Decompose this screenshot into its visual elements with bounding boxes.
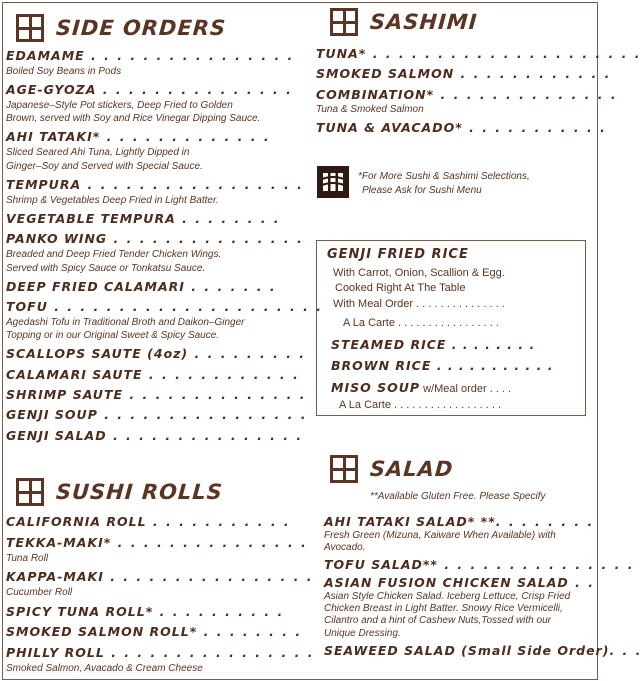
menu-item-leader-dots: . . . . . . . . . . . . . . . bbox=[106, 427, 304, 443]
menu-item-name bbox=[6, 387, 306, 402]
sushi-menu-icon bbox=[317, 166, 349, 198]
miso-soup-name: MISO SOUP bbox=[331, 380, 421, 395]
menu-item-name bbox=[6, 346, 306, 361]
menu-item-leader-dots: . . . . . . . . . . . . . . . . . . . . . bbox=[366, 46, 642, 61]
menu-item-title: AHI TATAKI SALAD* ** bbox=[324, 514, 496, 529]
genji-logo-icon bbox=[330, 8, 358, 36]
menu-item-title: COMBINATION* bbox=[316, 86, 435, 102]
sashimi-header bbox=[330, 8, 478, 36]
menu-item-name bbox=[6, 279, 277, 294]
menu-item-title: GENJI SALAD bbox=[6, 427, 107, 443]
menu-item-leader-dots: . . . . . . . . . bbox=[188, 346, 307, 362]
menu-item-title: SCALLOPS SAUTE (4oz) bbox=[6, 346, 189, 362]
menu-item-leader-dots: . . . . . . . . . . . . . . . . bbox=[97, 407, 308, 423]
menu-item-name bbox=[316, 120, 607, 135]
miso-soup-a-la-carte: A La Carte . . . . . . . . . . . . . . . . . . bbox=[339, 399, 501, 411]
menu-item-leader-dots: . . . . . . . . . . bbox=[153, 603, 285, 619]
menu-item-name bbox=[6, 299, 323, 314]
menu-item-name bbox=[316, 87, 618, 102]
menu-item-title: SHRIMP SAUTE bbox=[6, 387, 124, 402]
genji-logo-icon bbox=[16, 478, 44, 506]
menu-item-title: SPICY TUNA ROLL* bbox=[6, 603, 154, 619]
salad-title: SALAD bbox=[369, 457, 455, 481]
menu-item-leader-dots: . . . . . . . . . . . . bbox=[142, 366, 300, 382]
menu-item-name bbox=[6, 231, 304, 246]
menu-item-title: TOFU bbox=[6, 298, 48, 314]
menu-item-description: Unique Dressing. bbox=[324, 627, 401, 639]
genji-fried-rice-desc-2: Cooked Right At The Table bbox=[335, 282, 466, 294]
salad-gluten-note: **Available Gluten Free. Please Specify bbox=[370, 491, 546, 502]
genji-fried-rice-with-meal: With Meal Order . . . . . . . . . . . . . . . bbox=[333, 298, 505, 310]
menu-item-leader-dots: . . . . . . . . . . . . . . . bbox=[437, 556, 635, 572]
menu-item-leader-dots: . . . . . . . . . . . . . . bbox=[123, 387, 307, 402]
menu-item-description: Japanese–Style Pot stickers, Deep Fried to Golden bbox=[6, 99, 233, 111]
menu-item-leader-dots: . . . . . . . . . . . . . . . bbox=[107, 231, 304, 247]
menu-item-title: GENJI SOUP bbox=[6, 407, 98, 423]
salad-header bbox=[330, 455, 453, 483]
menu-item-name bbox=[324, 557, 634, 572]
menu-item-title: SEAWEED SALAD (Small Side Order) bbox=[324, 642, 610, 658]
menu-item-name bbox=[6, 569, 313, 584]
menu-item-name bbox=[6, 211, 281, 226]
menu-item-leader-dots: . . bbox=[568, 575, 595, 591]
menu-item-title: CALAMARI SAUTE bbox=[6, 366, 143, 382]
menu-item-title: VEGETABLE TEMPURA bbox=[6, 210, 176, 226]
menu-item-description: Topping or in our Original Sweet & Spicy Sauce. bbox=[6, 330, 220, 342]
menu-item-description: Cucumber Roll bbox=[6, 587, 73, 598]
menu-item-name bbox=[316, 66, 611, 81]
brown-rice-name: BROWN RICE . . . . . . . . . . . bbox=[331, 358, 554, 373]
genji-logo-icon bbox=[16, 14, 44, 42]
menu-item-name bbox=[6, 367, 300, 382]
sushi-rolls-title: SUSHI ROLLS bbox=[55, 480, 224, 504]
sushi-note-line-1: *For More Sushi & Sashimi Selections, bbox=[358, 171, 530, 182]
menu-item-name bbox=[316, 46, 641, 61]
menu-item-title: KAPPA-MAKI bbox=[6, 569, 104, 585]
menu-item-name bbox=[6, 645, 314, 660]
menu-item-name bbox=[324, 643, 642, 658]
menu-item-leader-dots: . . . . . . . . . . . . . . . . bbox=[84, 48, 295, 63]
menu-item-description: Fresh Green (Mizuna, Kaiware When Available) with bbox=[324, 529, 556, 541]
menu-item-description: Served with Spicy Sauce or Tonkatsu Sauce. bbox=[6, 262, 206, 274]
menu-item-title: TEMPURA bbox=[6, 176, 82, 192]
menu-item-title: TUNA & AVACADO* bbox=[316, 120, 463, 136]
menu-item-leader-dots: . . . . . . . . . . . . . . . bbox=[111, 534, 308, 550]
menu-item-leader-dots: . . . . . . . . . . . . . . . bbox=[96, 81, 293, 97]
menu-item-leader-dots: . . . . . . . . bbox=[197, 624, 303, 640]
menu-item-title: TOFU SALAD** bbox=[324, 556, 438, 572]
menu-item-name bbox=[324, 575, 595, 590]
menu-item-description: Tuna & Smoked Salmon bbox=[316, 104, 424, 116]
menu-item-leader-dots: . . . . . . . . . . . bbox=[146, 514, 291, 529]
menu-item-title: PANKO WING bbox=[6, 231, 108, 247]
menu-item-name bbox=[6, 514, 291, 529]
rice-and-soup-box bbox=[316, 240, 586, 416]
menu-item-leader-dots: . . . . . . . . bbox=[495, 514, 595, 529]
menu-item-title: TEKKA-MAKI* bbox=[6, 534, 112, 550]
menu-item-description: Chicken Breast in Light Batter. Snowy Rice Vermicelli, bbox=[324, 603, 563, 615]
menu-item-title: PHILLY ROLL bbox=[6, 645, 105, 661]
menu-item-leader-dots: . . . . . . . . . . . . . . . . . bbox=[81, 176, 304, 192]
genji-fried-rice-desc-1: With Carrot, Onion, Scallion & Egg. bbox=[333, 267, 505, 279]
menu-item-name bbox=[6, 129, 271, 144]
miso-soup-line bbox=[331, 379, 511, 397]
menu-item-description: Boiled Soy Beans in Pods bbox=[6, 65, 122, 77]
menu-item-description: Sliced Seared Ahi Tuna, Lightly Dipped in bbox=[6, 147, 190, 159]
menu-item-name bbox=[6, 624, 302, 639]
menu-item-name bbox=[6, 177, 304, 192]
sushi-note-line-2: Please Ask for Sushi Menu bbox=[362, 185, 482, 196]
menu-item-leader-dots: . . . . . . . . . . . . bbox=[454, 66, 612, 82]
menu-item-title: ASIAN FUSION CHICKEN SALAD bbox=[324, 575, 569, 591]
menu-item-title: EDAMAME bbox=[6, 48, 85, 63]
menu-item-name bbox=[6, 535, 308, 550]
menu-item-leader-dots: . . . . . . . . . . . . . . bbox=[434, 86, 618, 102]
menu-item-title: CALIFORNIA ROLL bbox=[6, 514, 147, 529]
menu-item-title: TUNA* bbox=[316, 46, 367, 61]
menu-item-description: Shrimp & Vegetables Deep Fried in Light Batter. bbox=[6, 194, 219, 206]
genji-fried-rice-a-la-carte: A La Carte . . . . . . . . . . . . . . . . . bbox=[343, 317, 499, 329]
genji-logo-icon bbox=[330, 455, 358, 483]
menu-item-name bbox=[6, 428, 303, 443]
menu-item-description: Cilantro and a hint of Cashew Nuts,Tossed with our bbox=[324, 615, 551, 627]
sashimi-title: SASHIMI bbox=[369, 10, 479, 34]
menu-item-title: AHI TATAKI* bbox=[6, 129, 101, 145]
menu-item-description: Avocado. bbox=[324, 541, 366, 553]
menu-item-leader-dots: . . . . . . . . . . . . . . . . bbox=[104, 645, 315, 661]
steamed-rice-name: STEAMED RICE . . . . . . . . bbox=[331, 337, 536, 352]
miso-soup-meal-order: w/Meal order . . . . bbox=[420, 383, 512, 395]
sushi-rolls-header bbox=[16, 478, 223, 506]
menu-item-description: Ginger–Soy and Served with Special Sauce. bbox=[6, 160, 203, 172]
menu-item-name bbox=[6, 407, 307, 422]
menu-item-leader-dots: . . . . . . . . . . . bbox=[462, 120, 607, 136]
menu-item-description: Smoked Salmon, Avacado & Cream Cheese bbox=[6, 663, 203, 674]
side-orders-header bbox=[16, 14, 226, 42]
menu-item-description: Asian Style Chicken Salad. Iceberg Lettuce, Crisp Fried bbox=[324, 590, 571, 602]
menu-item-name bbox=[6, 48, 294, 63]
menu-item-leader-dots: . . . bbox=[609, 642, 642, 658]
menu-item-leader-dots: . . . . . . . . . . . . . . . . . . . . . bbox=[47, 298, 323, 314]
menu-item-description: Tuna Roll bbox=[6, 552, 49, 564]
menu-item-name bbox=[324, 514, 594, 529]
menu-item-leader-dots: . . . . . . . . bbox=[175, 210, 281, 226]
menu-item-title: AGE-GYOZA bbox=[6, 81, 97, 97]
menu-item-title: SMOKED SALMON ROLL* bbox=[6, 624, 198, 640]
menu-item-description: Brown, served with Soy and Rice Vinegar Dipping Sauce. bbox=[6, 113, 261, 125]
menu-item-title: SMOKED SALMON bbox=[316, 66, 455, 82]
menu-item-description: Breaded and Deep Fried Tender Chicken Wings. bbox=[6, 248, 222, 260]
menu-item-name bbox=[6, 82, 293, 97]
menu-item-leader-dots: . . . . . . . bbox=[184, 278, 277, 294]
menu-item-title: DEEP FRIED CALAMARI bbox=[6, 278, 185, 294]
menu-item-name bbox=[6, 604, 284, 619]
menu-item-leader-dots: . . . . . . . . . . . . . . . . bbox=[103, 569, 314, 585]
genji-fried-rice-name: GENJI FRIED RICE bbox=[327, 247, 469, 262]
menu-item-description: Agedashi Tofu in Traditional Broth and Daikon–Ginger bbox=[6, 316, 245, 328]
menu-item-leader-dots: . . . . . . . . . . . . . bbox=[100, 129, 271, 145]
side-orders-title: SIDE ORDERS bbox=[55, 16, 227, 40]
